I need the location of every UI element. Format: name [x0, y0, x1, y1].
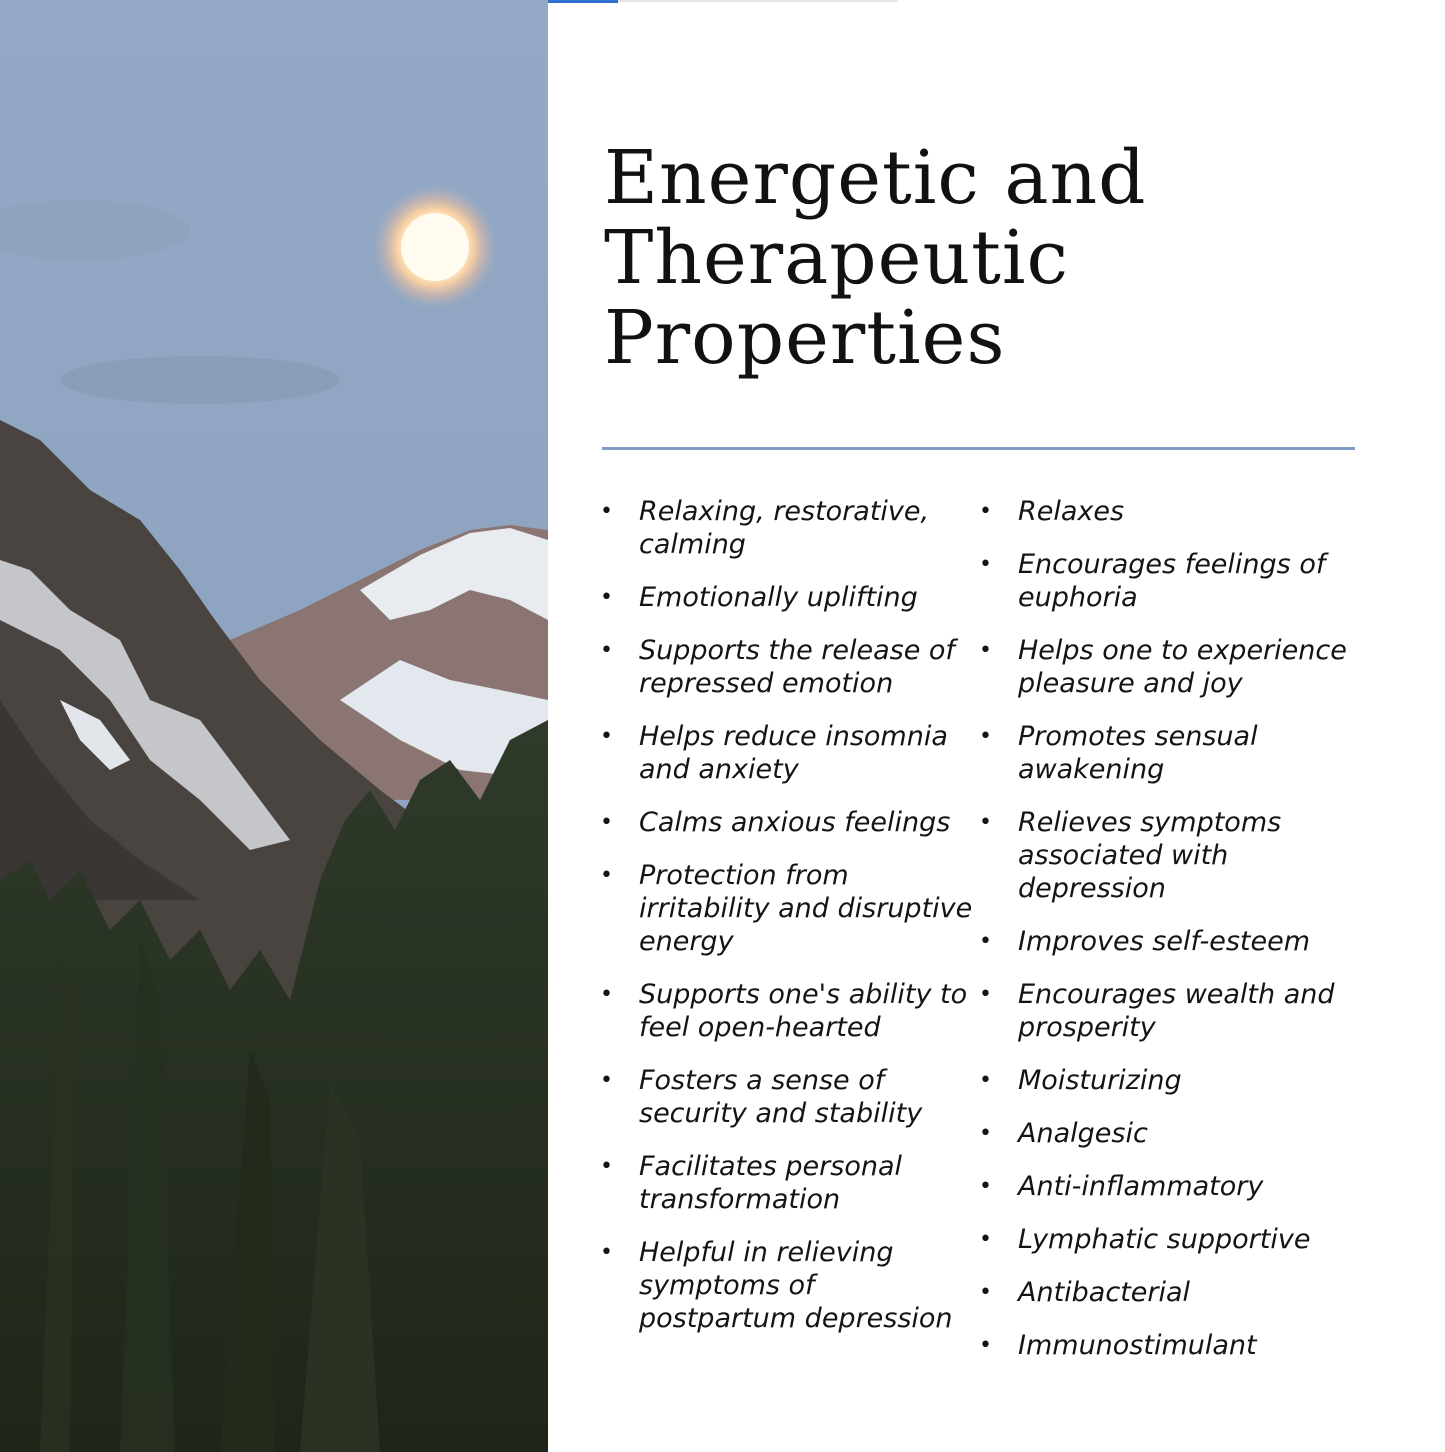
list-item: • Improves self-esteem — [979, 926, 1311, 957]
title-line-1: Energetic and — [604, 135, 1147, 221]
bullet-icon: • — [600, 499, 613, 524]
list-item: • Emotionally uplifting — [600, 582, 918, 613]
list-item: • Immunostimulant — [979, 1330, 1257, 1361]
title-divider — [602, 447, 1355, 450]
list-item: • Helps reduce insomnia and anxiety — [600, 721, 948, 785]
list-item: • Fosters a sense of security and stability — [600, 1065, 923, 1129]
list-item: • Encourages wealth and prosperity — [979, 979, 1335, 1043]
list-item: • Moisturizing — [979, 1065, 1182, 1096]
bullet-icon: • — [979, 1333, 992, 1358]
bullet-icon: • — [979, 724, 992, 749]
bullet-icon: • — [979, 1280, 992, 1305]
bullet-icon: • — [979, 1227, 992, 1252]
list-item: • Relaxes — [979, 496, 1125, 527]
list-item: • Analgesic — [979, 1118, 1148, 1149]
bullet-icon: • — [979, 1121, 992, 1146]
top-accent-bar — [548, 0, 618, 3]
bullet-icon: • — [979, 1174, 992, 1199]
bullet-icon: • — [600, 810, 613, 835]
list-item: • Calms anxious feelings — [600, 807, 951, 838]
bullet-icon: • — [979, 1068, 992, 1093]
bullet-icon: • — [600, 585, 613, 610]
properties-list-left — [600, 495, 978, 1355]
list-item: • Supports one's ability to feel open-hearted — [600, 979, 968, 1043]
landscape-photo — [0, 0, 548, 1452]
bullet-icon: • — [979, 929, 992, 954]
bullet-icon: • — [600, 982, 613, 1007]
list-item: • Supports the release of repressed emotion — [600, 635, 955, 699]
bullet-icon: • — [600, 863, 613, 888]
list-item: • Relieves symptoms associated with depression — [979, 807, 1282, 904]
page-title — [604, 135, 1384, 381]
list-item: • Encourages feelings of euphoria — [979, 549, 1326, 613]
top-accent-line — [618, 0, 898, 2]
bullet-icon: • — [600, 724, 613, 749]
list-item: • Lymphatic supportive — [979, 1224, 1311, 1255]
list-item: • Protection from irritability and disruptive energy — [600, 860, 973, 957]
properties-list-right — [979, 495, 1359, 1382]
list-item: • Promotes sensual awakening — [979, 721, 1258, 785]
bullet-icon: • — [979, 552, 992, 577]
list-item: • Antibacterial — [979, 1277, 1191, 1308]
bullet-icon: • — [600, 1154, 613, 1179]
bullet-icon: • — [600, 1068, 613, 1093]
list-item: • Relaxing, restorative, calming — [600, 496, 930, 560]
title-line-3: Properties — [604, 295, 1006, 381]
list-item: • Anti-inflammatory — [979, 1171, 1264, 1202]
bullet-icon: • — [979, 638, 992, 663]
bullet-icon: • — [979, 982, 992, 1007]
title-line-2: Therapeutic — [604, 215, 1069, 301]
list-item: • Helpful in relieving symptoms of postpartum depression — [600, 1237, 953, 1334]
bullet-icon: • — [600, 1240, 613, 1265]
bullet-icon: • — [979, 499, 992, 524]
bullet-icon: • — [600, 638, 613, 663]
list-item: • Facilitates personal transformation — [600, 1151, 902, 1215]
bullet-icon: • — [979, 810, 992, 835]
list-item: • Helps one to experience pleasure and joy — [979, 635, 1347, 699]
